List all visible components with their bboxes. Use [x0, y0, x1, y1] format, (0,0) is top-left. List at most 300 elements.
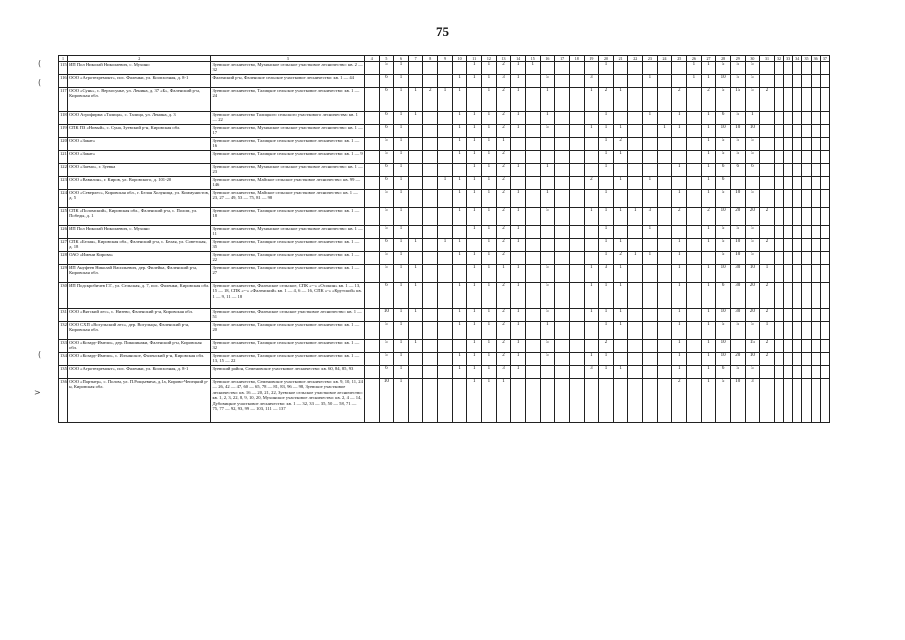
value-cell: 2 [496, 112, 511, 125]
value-cell [540, 239, 555, 252]
value-cell [423, 151, 438, 164]
value-cell: 1 [482, 190, 497, 208]
column-number: 32 [774, 56, 783, 62]
table-row [59, 340, 830, 353]
value-cell [784, 226, 793, 239]
table-row [59, 283, 830, 309]
value-cell [643, 340, 658, 353]
owner-cell: СПК «Белая», Кировская обл., Фаленский р-н, с. Белая, ул. Советская, д. 18 [68, 239, 211, 252]
value-cell: 2 [701, 88, 716, 112]
value-cell: 1 [394, 265, 409, 283]
value-cell [408, 177, 423, 190]
value-cell [802, 265, 811, 283]
value-cell [423, 62, 438, 75]
value-cell: 1 [408, 88, 423, 112]
value-cell [643, 138, 658, 151]
value-cell [657, 353, 672, 366]
value-cell [802, 226, 811, 239]
value-cell [555, 177, 570, 190]
value-cell: 20 [730, 353, 745, 366]
value-cell: 1 [701, 309, 716, 322]
value-cell: 2 [496, 62, 511, 75]
value-cell: 1 [599, 283, 614, 309]
value-cell: 5 [716, 239, 731, 252]
value-cell [657, 366, 672, 379]
value-cell [643, 322, 658, 340]
value-cell: 10 [745, 353, 760, 366]
value-cell [423, 379, 438, 423]
column-number: 9 [438, 56, 453, 62]
value-cell [555, 283, 570, 309]
location-cell: Зуевское лесничество, Фаленское сельское участковое лесничество: кв. 1 — 51 [211, 309, 364, 322]
value-cell [811, 309, 820, 322]
value-cell: 1 [452, 75, 467, 88]
value-cell: 2 [760, 239, 775, 252]
value-cell: 5 [379, 138, 394, 151]
value-cell: 10 [379, 379, 394, 423]
value-cell: 1 [511, 75, 526, 88]
value-cell [811, 164, 820, 177]
value-cell [438, 75, 453, 88]
value-cell: 1 [672, 283, 687, 309]
value-cell: 1 [760, 322, 775, 340]
value-cell [555, 138, 570, 151]
value-cell [525, 265, 540, 283]
value-cell [657, 239, 672, 252]
column-number: 36 [811, 56, 820, 62]
value-cell [793, 138, 802, 151]
value-cell [438, 340, 453, 353]
value-cell [802, 208, 811, 226]
value-cell [687, 340, 702, 353]
column-number: 26 [687, 56, 702, 62]
value-cell: 5 [716, 322, 731, 340]
value-cell [584, 239, 599, 252]
value-cell: 1 [408, 112, 423, 125]
value-cell [364, 239, 379, 252]
value-cell: 1 [599, 353, 614, 366]
column-number: 19 [584, 56, 599, 62]
value-cell [525, 340, 540, 353]
value-cell [774, 322, 783, 340]
value-cell [364, 309, 379, 322]
value-cell [525, 151, 540, 164]
value-cell: 1 [467, 322, 482, 340]
column-number: 22 [628, 56, 643, 62]
value-cell [525, 164, 540, 177]
value-cell: 10 [730, 379, 745, 423]
location-cell: Зуевское лесничество Талицкого сельского участкового лесничества: кв. 1 — 22 [211, 112, 364, 125]
value-cell: 1 [438, 177, 453, 190]
value-cell: 5 [716, 151, 731, 164]
value-cell: 2 [613, 252, 628, 265]
value-cell [628, 177, 643, 190]
value-cell: 1 [394, 239, 409, 252]
value-cell: 1 [452, 366, 467, 379]
value-cell [584, 379, 599, 423]
value-cell: 10 [745, 265, 760, 283]
value-cell: 1 [438, 88, 453, 112]
value-cell [525, 88, 540, 112]
value-cell: 6 [379, 283, 394, 309]
value-cell [423, 366, 438, 379]
value-cell [793, 353, 802, 366]
value-cell: 1 [643, 112, 658, 125]
value-cell: 1 [408, 340, 423, 353]
value-cell [525, 366, 540, 379]
value-cell [438, 353, 453, 366]
value-cell: 1 [496, 138, 511, 151]
value-cell: 6 [716, 177, 731, 190]
value-cell: 2 [423, 88, 438, 112]
value-cell [408, 366, 423, 379]
value-cell: 1 [584, 283, 599, 309]
column-number: 1 [59, 56, 68, 62]
value-cell [811, 190, 820, 208]
value-cell [569, 283, 584, 309]
value-cell [784, 112, 793, 125]
column-number: 18 [569, 56, 584, 62]
row-number: 132 [59, 322, 68, 340]
table-row [59, 190, 830, 208]
column-number: 11 [467, 56, 482, 62]
value-cell [802, 239, 811, 252]
value-cell: 1 [628, 252, 643, 265]
value-cell: 1 [613, 208, 628, 226]
value-cell [657, 112, 672, 125]
value-cell [687, 353, 702, 366]
column-number: 7 [408, 56, 423, 62]
value-cell: 1 [408, 265, 423, 283]
value-cell: 3 [643, 208, 658, 226]
value-cell: 1 [452, 112, 467, 125]
row-number: 130 [59, 283, 68, 309]
row-number: 124 [59, 190, 68, 208]
table-row [59, 125, 830, 138]
value-cell: 10 [716, 125, 731, 138]
table-row [59, 177, 830, 190]
value-cell [793, 366, 802, 379]
value-cell [438, 208, 453, 226]
value-cell: 3 [599, 265, 614, 283]
value-cell: 1 [701, 151, 716, 164]
value-cell [408, 75, 423, 88]
value-cell: 1 [701, 112, 716, 125]
value-cell [628, 353, 643, 366]
value-cell: 3 [584, 75, 599, 88]
value-cell: 1 [672, 340, 687, 353]
value-cell: 1 [394, 366, 409, 379]
value-cell: 2 [496, 125, 511, 138]
table-row [59, 265, 830, 283]
value-cell [774, 283, 783, 309]
value-cell [820, 151, 829, 164]
value-cell: 1 [467, 340, 482, 353]
value-cell [802, 190, 811, 208]
value-cell [793, 88, 802, 112]
value-cell [784, 177, 793, 190]
value-cell: 1 [687, 75, 702, 88]
value-cell: 1 [643, 226, 658, 239]
value-cell [820, 252, 829, 265]
value-cell [569, 265, 584, 283]
table-row [59, 322, 830, 340]
value-cell [672, 226, 687, 239]
value-cell: 6 [379, 88, 394, 112]
value-cell: 1 [540, 190, 555, 208]
value-cell: 1 [482, 322, 497, 340]
column-number: 12 [482, 56, 497, 62]
value-cell [793, 164, 802, 177]
value-cell [802, 322, 811, 340]
value-cell: 2 [584, 177, 599, 190]
value-cell [820, 75, 829, 88]
value-cell [511, 138, 526, 151]
value-cell [364, 265, 379, 283]
value-cell [657, 208, 672, 226]
column-number: 13 [496, 56, 511, 62]
column-number: 4 [364, 56, 379, 62]
margin-mark: ( [38, 59, 42, 68]
value-cell: 5 [716, 252, 731, 265]
value-cell [555, 239, 570, 252]
row-number: 117 [59, 88, 68, 112]
location-cell: Зуевское лесничество, Талицкое сельское участковое лесничество: кв. 1 — 16 [211, 138, 364, 151]
value-cell [423, 265, 438, 283]
value-cell [511, 177, 526, 190]
value-cell [569, 366, 584, 379]
value-cell [760, 125, 775, 138]
value-cell: 6 [716, 366, 731, 379]
value-cell: 2 [599, 88, 614, 112]
value-cell [613, 164, 628, 177]
value-cell: 5 [540, 125, 555, 138]
value-cell [802, 366, 811, 379]
value-cell [540, 366, 555, 379]
value-cell [569, 75, 584, 88]
value-cell: 5 [745, 226, 760, 239]
value-cell [657, 340, 672, 353]
value-cell [643, 62, 658, 75]
location-cell: Зуевское лесничество, Талицкое сельское участковое лесничество: кв. 1 — 22 [211, 252, 364, 265]
value-cell [811, 125, 820, 138]
value-cell [438, 62, 453, 75]
column-number: 8 [423, 56, 438, 62]
value-cell: 2 [496, 340, 511, 353]
value-cell [584, 340, 599, 353]
value-cell [628, 164, 643, 177]
value-cell: 1 [511, 322, 526, 340]
value-cell [511, 379, 526, 423]
value-cell [408, 322, 423, 340]
value-cell [687, 164, 702, 177]
column-number: 37 [820, 56, 829, 62]
value-cell: 1 [613, 88, 628, 112]
value-cell [820, 239, 829, 252]
value-cell [820, 379, 829, 423]
value-cell [784, 208, 793, 226]
value-cell: 5 [745, 138, 760, 151]
value-cell [628, 88, 643, 112]
value-cell [555, 164, 570, 177]
value-cell [628, 322, 643, 340]
value-cell [657, 138, 672, 151]
value-cell [569, 252, 584, 265]
value-cell: 5 [730, 322, 745, 340]
value-cell [657, 226, 672, 239]
value-cell: 1 [672, 252, 687, 265]
value-cell [760, 177, 775, 190]
value-cell: 5 [745, 322, 760, 340]
location-cell: Зуевское лесничество, Талицкое сельское участковое лесничество: кв. 1 — 24 [211, 88, 364, 112]
value-cell: 1 [584, 88, 599, 112]
document-table [58, 55, 830, 423]
value-cell: 2 [496, 226, 511, 239]
value-cell [540, 252, 555, 265]
value-cell [569, 239, 584, 252]
value-cell: 1 [511, 208, 526, 226]
value-cell [687, 208, 702, 226]
value-cell [569, 226, 584, 239]
value-cell: 1 [467, 283, 482, 309]
value-cell [555, 340, 570, 353]
value-cell [820, 88, 829, 112]
value-cell: 1 [613, 151, 628, 164]
value-cell [452, 379, 467, 423]
value-cell [628, 239, 643, 252]
value-cell: 5 [379, 62, 394, 75]
value-cell [687, 366, 702, 379]
value-cell: 1 [482, 379, 497, 423]
value-cell [438, 138, 453, 151]
value-cell [569, 340, 584, 353]
value-cell: 1 [511, 309, 526, 322]
value-cell [423, 208, 438, 226]
value-cell [820, 322, 829, 340]
value-cell: 1 [452, 208, 467, 226]
value-cell [628, 125, 643, 138]
value-cell: 5 [745, 190, 760, 208]
value-cell: 2 [496, 177, 511, 190]
value-cell: 1 [394, 151, 409, 164]
value-cell [569, 125, 584, 138]
value-cell: 20 [745, 208, 760, 226]
value-cell: 1 [482, 366, 497, 379]
value-cell [774, 340, 783, 353]
value-cell: 5 [379, 151, 394, 164]
value-cell [760, 164, 775, 177]
value-cell: 5 [540, 340, 555, 353]
value-cell: 1 [584, 208, 599, 226]
value-cell: 1 [482, 353, 497, 366]
value-cell: 1 [482, 208, 497, 226]
value-cell [774, 177, 783, 190]
value-cell: 2 [496, 252, 511, 265]
value-cell [672, 151, 687, 164]
value-cell: 1 [525, 62, 540, 75]
value-cell [793, 252, 802, 265]
value-cell: 1 [452, 322, 467, 340]
value-cell [657, 309, 672, 322]
column-number: 5 [379, 56, 394, 62]
table-row [59, 112, 830, 125]
table-row [59, 62, 830, 75]
value-cell [364, 366, 379, 379]
value-cell: 1 [408, 309, 423, 322]
value-cell: 3 [745, 379, 760, 423]
owner-cell: ООО «Вятский лес», с. Низево, Фаленский р-н, Кировская обл. [68, 309, 211, 322]
value-cell [408, 208, 423, 226]
value-cell: 5 [540, 208, 555, 226]
value-cell: 1 [394, 88, 409, 112]
value-cell: 1 [613, 322, 628, 340]
value-cell [774, 226, 783, 239]
value-cell: 5 [730, 366, 745, 379]
owner-cell: ООО «Партнер», с. Полом, ул. П.Рощьевича, д.1а, Кирово-Чепецкий р-н, Кировская обл. [68, 379, 211, 423]
value-cell: 10 [716, 208, 731, 226]
value-cell: 1 [452, 309, 467, 322]
value-cell: 1 [701, 265, 716, 283]
value-cell [467, 88, 482, 112]
value-cell: 5 [540, 309, 555, 322]
value-cell: 1 [467, 265, 482, 283]
value-cell [730, 340, 745, 353]
value-cell: 6 [379, 239, 394, 252]
value-cell [784, 322, 793, 340]
value-cell [672, 177, 687, 190]
value-cell [569, 190, 584, 208]
value-cell: 1 [701, 340, 716, 353]
value-cell [811, 177, 820, 190]
row-number: 127 [59, 239, 68, 252]
value-cell: 5 [379, 226, 394, 239]
page-number: 75 [436, 24, 449, 39]
location-cell: Зуевское лесничество, Талицкое сельское участковое лесничество: кв. 1 — 13, 15 — 22 [211, 353, 364, 366]
value-cell: 1 [467, 151, 482, 164]
owner-cell: ООО «Козару-Имели», дер. Пикшинаки, Фаленский р-н, Кировская обл. [68, 340, 211, 353]
value-cell: 5 [379, 353, 394, 366]
value-cell [438, 309, 453, 322]
value-cell [599, 177, 614, 190]
value-cell: 2 [496, 88, 511, 112]
value-cell: 1 [701, 379, 716, 423]
value-cell [657, 252, 672, 265]
value-cell: 5 [730, 62, 745, 75]
value-cell: 1 [511, 190, 526, 208]
location-cell: Зуевское лесничество, Талицкое сельское участковое лесничество: кв. 1 — 20 [211, 322, 364, 340]
value-cell [687, 138, 702, 151]
row-number: 123 [59, 177, 68, 190]
location-cell: Зуевский район, Семеновское участковое лесничество: кв. 60, 84, 85, 93 [211, 366, 364, 379]
value-cell [657, 265, 672, 283]
value-cell: 2 [672, 208, 687, 226]
value-cell [784, 239, 793, 252]
value-cell [569, 353, 584, 366]
value-cell [452, 226, 467, 239]
location-cell: Зуевское лесничество, Талицкое сельское участковое лесничество: кв. 1 — 32 [211, 340, 364, 353]
value-cell: 6 [730, 164, 745, 177]
value-cell [793, 151, 802, 164]
value-cell: 1 [467, 75, 482, 88]
value-cell [364, 177, 379, 190]
value-cell [452, 164, 467, 177]
table-row [59, 309, 830, 322]
value-cell [774, 88, 783, 112]
value-cell [408, 190, 423, 208]
value-cell [555, 265, 570, 283]
value-cell: 1 [613, 265, 628, 283]
value-cell [438, 265, 453, 283]
